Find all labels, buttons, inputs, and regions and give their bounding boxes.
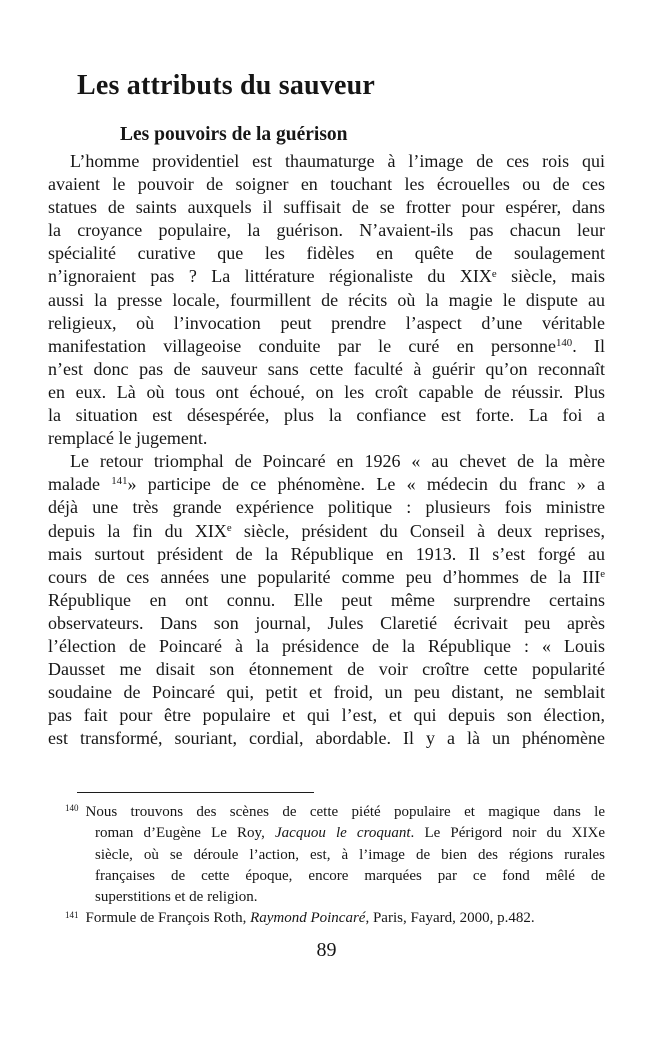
page-number: 89 (316, 939, 337, 961)
chapter-title: Les attributs du sauveur (77, 70, 376, 101)
paragraph (48, 450, 605, 750)
footnote-ref: e (226, 521, 232, 534)
body-line: aussi la presse locale, fourmillent de récits où la magie le dispute au (48, 289, 605, 310)
body-line: en eux. Là où tous ont échoué, on les croît capable de réussir. Plus (48, 381, 605, 402)
footnote-separator (77, 792, 314, 793)
body-line: Dausset me disait son étonnement de voir croître cette popularité (48, 659, 605, 680)
footnote-number: 140 (65, 803, 79, 814)
footnote-ref: 140 (556, 336, 573, 349)
body-line: est transformé, souriant, cordial, abordable. Il y a là un phénomène (48, 728, 605, 749)
footnote-line: $^{141}$ Formule de François Roth, Raymond Poincaré, Paris, Fayard, 2000, p.482. (65, 909, 535, 927)
italic-text: Jacquou le croquant (275, 825, 411, 842)
body-line: remplacé le jugement. (48, 428, 208, 449)
body-line: religieux, où l’invocation peut prendre l’aspect d’une véritable (48, 312, 605, 333)
body-line: Le retour triomphal de Poincaré en 1926 « au chevet de la mère (70, 451, 605, 472)
body-line: la croyance populaire, la guérison. N’avaient-ils pas chacun leur (48, 220, 605, 241)
body-line: République en ont connu. Elle peut même surprendre certains (48, 589, 605, 610)
footnotes (48, 802, 605, 930)
body-line: n’ignoraient pas ? La littérature régionaliste du XIXe siècle, mais (48, 266, 605, 287)
footnote (48, 908, 605, 929)
footnote-ref: e (600, 567, 605, 580)
footnote (48, 802, 605, 908)
body-line: l’élection de Poincaré à la présidence de la République : « Louis (48, 635, 605, 656)
body-line: cours de ces années une popularité comme peu d’hommes de la IIIe (48, 566, 605, 587)
body-line: avaient le pouvoir de soigner en touchant les écrouelles ou de ces (48, 174, 605, 195)
body-line: statues de saints auxquels il suffisait de se frotter pour espérer, dans (48, 197, 605, 218)
body-line: soudaine de Poincaré qui, petit et froid, un peu distant, ne semblait (48, 682, 605, 703)
body-line: déjà une très grande expérience politique : plusieurs fois ministre (48, 497, 605, 518)
footnote-ref: 141 (111, 475, 128, 488)
footnote-line: superstitions et de religion. (95, 889, 258, 906)
body-line: mais surtout président de la République en 1913. Il s’est forgé au (48, 543, 605, 564)
footnote-ref: e (491, 267, 497, 280)
section-heading: Les pouvoirs de la guérison (120, 124, 348, 145)
body-line: la situation est désespérée, plus la confiance est forte. La foi a (48, 405, 605, 426)
footnote-line: $^{140}$ Nous trouvons des scènes de cette piété populaire et magique dans le (65, 803, 605, 820)
body-line: spécialité curative que les fidèles en quête de soulagement (48, 243, 605, 264)
italic-text: Raymond Poincaré (250, 910, 366, 927)
body-line: L’homme providentiel est thaumaturge à l’image de ces rois qui (70, 151, 605, 171)
body-line: malade $^{141}$» participe de ce phénomène. Le « médecin du franc » a (48, 474, 605, 495)
body-line: depuis la fin du XIXe siècle, président du Conseil à deux reprises, (48, 520, 605, 541)
body-line: n’est donc pas de sauveur sans cette faculté à guérir qu’on reconnaît (48, 358, 605, 379)
body-text (48, 150, 605, 750)
footnote-line: siècle, où se déroule l’action, est, à l’image de bien des régions rurales (95, 846, 605, 863)
body-line: pas fait pour être populaire et qui l’est, et qui depuis son élection, (48, 705, 605, 726)
footnote-line: françaises de cette époque, encore marquées par ce fond mêlé de (95, 867, 605, 884)
footnote-line: roman d’Eugène Le Roy, Jacquou le croquant. Le Périgord noir du XIXe (95, 825, 605, 842)
body-line: observateurs. Dans son journal, Jules Claretié écrivait peu après (48, 612, 605, 633)
paragraph (48, 150, 605, 450)
footnote-number: 141 (65, 909, 79, 920)
body-line: manifestation villageoise conduite par le curé en personne$^{140}$. Il (48, 335, 606, 356)
